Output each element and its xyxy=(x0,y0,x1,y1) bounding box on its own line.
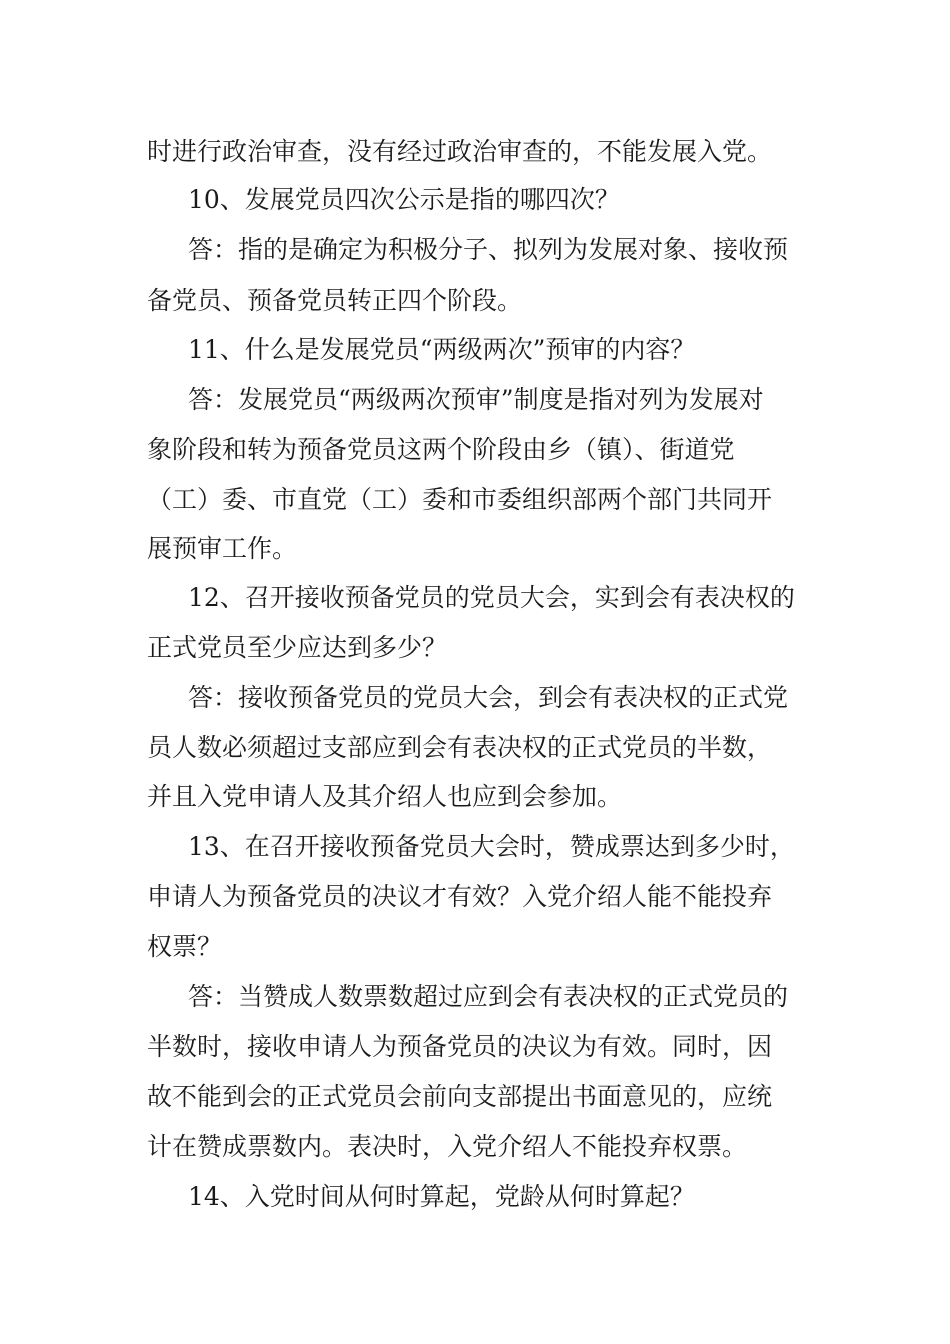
answer-11-line-4: 展预审工作。 xyxy=(147,534,298,563)
answer-11-line-2: 象阶段和转为预备党员这两个阶段由乡（镇）、街道党 xyxy=(147,435,735,464)
question-10-line: 10、发展党员四次公示是指的哪四次？ xyxy=(188,185,620,214)
question-14-line: 14、入党时间从何时算起，党龄从何时算起？ xyxy=(188,1182,695,1211)
answer-13-line-2: 半数时，接收申请人为预备党员的决议为有效。同时，因 xyxy=(147,1032,773,1061)
answer-11-line-1: 答：发展党员“两级两次预审”制度是指对列为发展对 xyxy=(188,385,764,414)
answer-13-line-3: 故不能到会的正式党员会前向支部提出书面意见的，应统 xyxy=(147,1082,773,1111)
answer-12-line-1: 答：接收预备党员的党员大会，到会有表决权的正式党 xyxy=(188,683,789,712)
answer-13-line-4: 计在赞成票数内。表决时，入党介绍人不能投弃权票。 xyxy=(147,1132,748,1161)
question-12-line-2: 正式党员至少应达到多少？ xyxy=(147,633,448,662)
question-11-line: 11、什么是发展党员“两级两次”预审的内容？ xyxy=(188,335,696,364)
question-13-line-2: 申请人为预备党员的决议才有效？入党介绍人能不能投弃 xyxy=(147,882,773,911)
answer-11-line-3: （工）委、市直党（工）委和市委组织部两个部门共同开 xyxy=(147,485,773,514)
answer-10-line-1: 答：指的是确定为积极分子、拟列为发展对象、接收预 xyxy=(188,235,789,264)
paragraph-continuation-line: 时进行政治审查，没有经过政治审查的，不能发展入党。 xyxy=(147,137,773,166)
answer-12-line-3: 并且入党申请人及其介绍人也应到会参加。 xyxy=(147,782,623,811)
answer-13-line-1: 答：当赞成人数票数超过应到会有表决权的正式党员的 xyxy=(188,982,789,1011)
question-13-line-3: 权票？ xyxy=(147,932,223,961)
question-12-line-1: 12、召开接收预备党员的党员大会，实到会有表决权的 xyxy=(188,583,795,612)
question-13-line-1: 13、在召开接收预备党员大会时，赞成票达到多少时， xyxy=(188,832,795,861)
answer-10-line-2: 备党员、预备党员转正四个阶段。 xyxy=(147,286,523,315)
answer-12-line-2: 员人数必须超过支部应到会有表决权的正式党员的半数， xyxy=(147,733,773,762)
